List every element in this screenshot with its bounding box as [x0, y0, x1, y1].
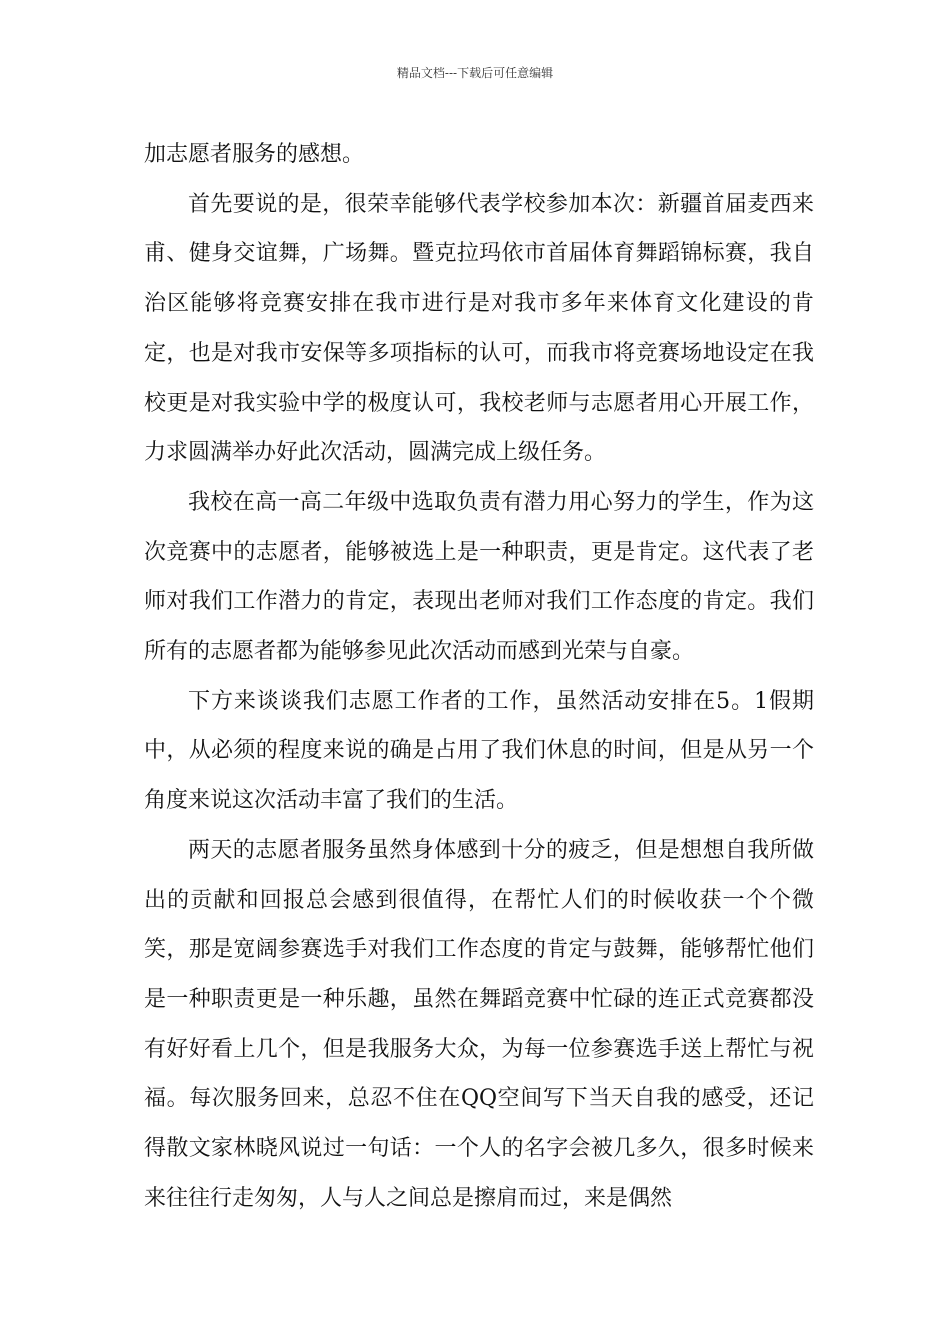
- document-body: [144, 130, 814, 1223]
- paragraph: 我校在高一高二年级中选取负责有潜力用心努力的学生，作为这次竞赛中的志愿者，能够被选上是一种职责，更是肯定。这代表了老师对我们工作潜力的肯定，表现出老师对我们工作态度的肯定。我们所有的志愿者都为能够参见此次活动而感到光荣与自豪。: [144, 489, 814, 665]
- page-header: 精品文档---下载后可任意编辑: [396, 66, 554, 80]
- paragraph: 加志愿者服务的感想。: [144, 142, 365, 167]
- paragraph: 两天的志愿者服务虽然身体感到十分的疲乏，但是想想自我所做出的贡献和回报总会感到很值得，在帮忙人们的时候收获一个个微笑，那是宽阔参赛选手对我们工作态度的肯定与鼓舞，能够帮忙他们是一种职责更是一种乐趣，虽然在舞蹈竞赛中忙碌的连正式竞赛都没有好好看上几个，但是我服务大众，为每一位参赛选手送上帮忙与祝福。每次服务回来，总忍不住在QQ空间写下当天自我的感受，还记得散文家林晓风说过一句话：一个人的名字会被几多久，很多时候来来往往行走匆匆，人与人之间总是擦肩而过，来是偶然: [144, 837, 814, 1211]
- paragraph: 下方来谈谈我们志愿工作者的工作，虽然活动安排在5。1假期中，从必须的程度来说的确是占用了我们休息的时间，但是从另一个角度来说这次活动丰富了我们的生活。: [144, 688, 814, 814]
- paragraph: 首先要说的是，很荣幸能够代表学校参加本次：新疆首届麦西来甫、健身交谊舞，广场舞。暨克拉玛依市首届体育舞蹈锦标赛，我自治区能够将竞赛安排在我市进行是对我市多年来体育文化建设的肯定，也是对我市安保等多项指标的认可，而我市将竞赛场地设定在我校更是对我实验中学的极度认可，我校老师与志愿者用心开展工作，力求圆满举办好此次活动，圆满完成上级任务。: [144, 191, 814, 466]
